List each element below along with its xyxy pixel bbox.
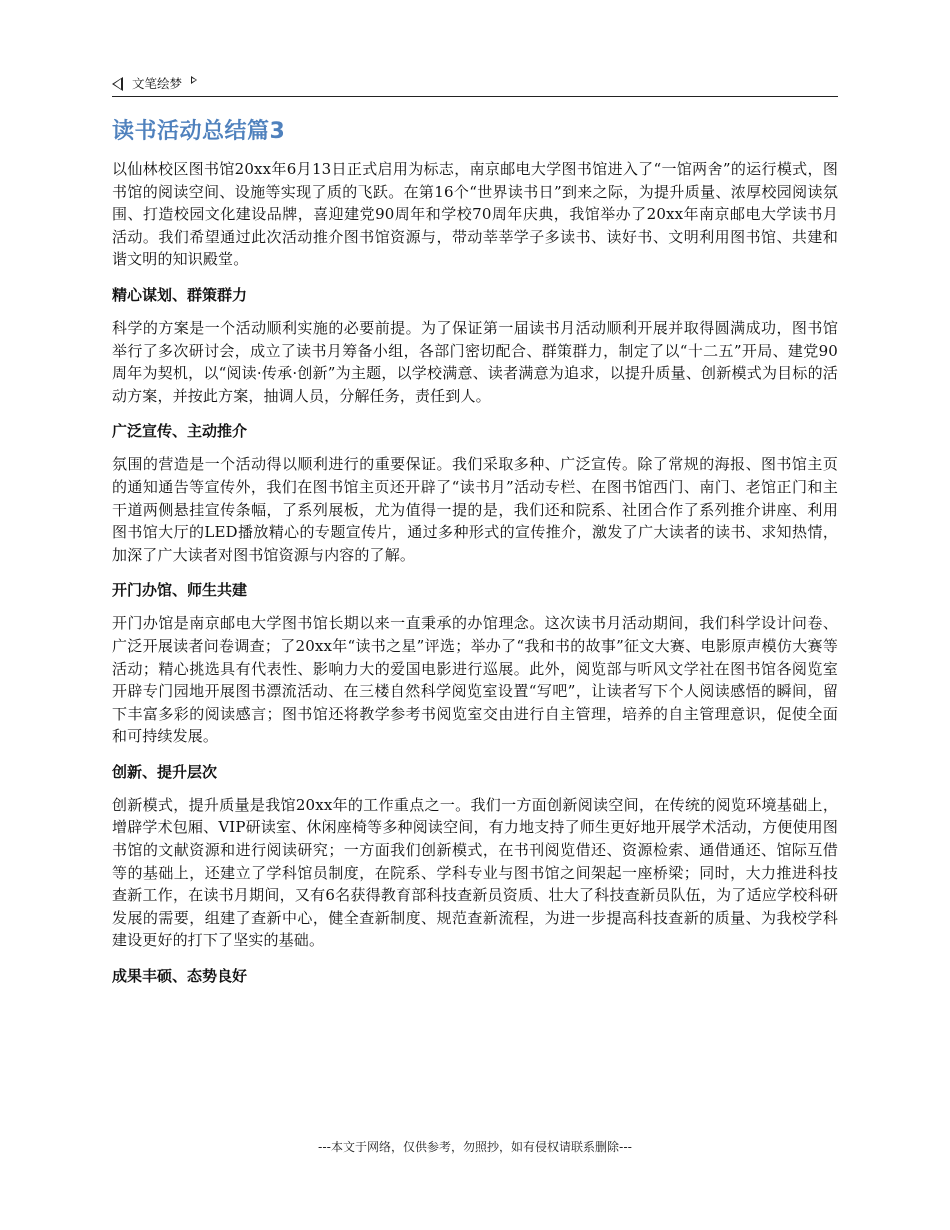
document-page: [112, 0, 838, 1230]
section-paragraph: 科学的方案是一个活动顺利实施的必要前提。为了保证第一届读书月活动顺利开展并取得圆满成功，图书馆举行了多次研讨会，成立了读书月筹备小组，各部门密切配合、群策群力，制定了以“十二五”开局、建党90周年为契机，以“阅读·传承·创新”为主题，以学校满意、读者满意为追求，以提升质量、创新模式为目标的活动方案，并按此方案，抽调人员，分解任务，责任到人。: [112, 318, 838, 405]
section-paragraph: 创新模式，提升质量是我馆20xx年的工作重点之一。我们一方面创新阅读空间，在传统的阅览环境基础上，增辟学术包厢、VIP研读室、休闲座椅等多种阅读空间，有力地支持了师生更好地开展学术活动，方便使用图书馆的文献资源和进行阅读研究；一方面我们创新模式，在书刊阅览借还、资源检索、通借通还、馆际互借等的基础上，还建立了学科馆员制度，在院系、学科专业与图书馆之间架起一座桥梁；同时，大力推进科技查新工作，在读书月期间，又有6名获得教育部科技查新员资质、壮大了科技查新员队伍，为了适应学校科研发展的需要，组建了查新中心，健全查新制度、规范查新流程，为进一步提高科技查新的质量、为我校学科建设更好的打下了坚实的基础。: [112, 795, 838, 950]
document-title: 读书活动总结篇3: [112, 119, 286, 144]
section-heading: 广泛宣传、主动推介: [112, 422, 248, 441]
section-heading: 精心谋划、群策群力: [112, 285, 248, 304]
section-heading: 成果丰硕、态势良好: [112, 967, 248, 986]
triangle-left-icon: [112, 77, 123, 91]
page-footer: ---本文于网络，仅供参考，勿照抄，如有侵权请联系删除---: [318, 1140, 632, 1154]
section-heading: 创新、提升层次: [112, 762, 218, 781]
document-body: [112, 158, 838, 998]
page-header: [112, 70, 838, 97]
intro-paragraph: 以仙林校区图书馆20xx年6月13日正式启用为标志，南京邮电大学图书馆进入了“一馆两舍”的运行模式，图书馆的阅读空间、设施等实现了质的飞跃。在第16个“世界读书日”到来之际，为提升质量、浓厚校园阅读氛围、打造校园文化建设品牌，喜迎建党90周年和学校70周年庆典，我馆举办了20xx年南京邮电大学读书月活动。我们希望通过此次活动推介图书馆资源与，带动莘莘学子多读书、读好书、文明利用图书馆、共建和谐文明的知识殿堂。: [112, 160, 838, 269]
section-paragraph: 开门办馆是南京邮电大学图书馆长期以来一直秉承的办馆理念。这次读书月活动期间，我们科学设计问卷、广泛开展读者问卷调查；了20xx年“读书之星”评选；举办了“我和书的故事”征文大赛、电影原声模仿大赛等活动；精心挑选具有代表性、影响力大的爱国电影进行巡展。此外，阅览部与听风文学社在图书馆各阅览室开辟专门园地开展图书漂流活动、在三楼自然科学阅览室设置“写吧”，让读者写下个人阅读感悟的瞬间，留下丰富多彩的阅读感言；图书馆还将教学参考书阅览室交由进行自主管理，培养的自主管理意识，促使全面和可持续发展。: [112, 614, 838, 746]
triangle-right-icon: [191, 76, 197, 84]
header-brand: 文笔绘梦: [132, 76, 183, 91]
section-heading: 开门办馆、师生共建: [112, 581, 248, 600]
section-paragraph: 氛围的营造是一个活动得以顺利进行的重要保证。我们采取多种、广泛宣传。除了常规的海报、图书馆主页的通知通告等宣传外，我们在图书馆主页还开辟了“读书月”活动专栏、在图书馆西门、南门、老馆正门和主干道两侧悬挂宣传条幅，了系列展板，尤为值得一提的是，我们还和院系、社团合作了系列推介讲座、利用图书馆大厅的LED播放精心的专题宣传片，通过多种形式的宣传推介，激发了广大读者的读书、求知热情，加深了广大读者对图书馆资源与内容的了解。: [112, 455, 838, 564]
